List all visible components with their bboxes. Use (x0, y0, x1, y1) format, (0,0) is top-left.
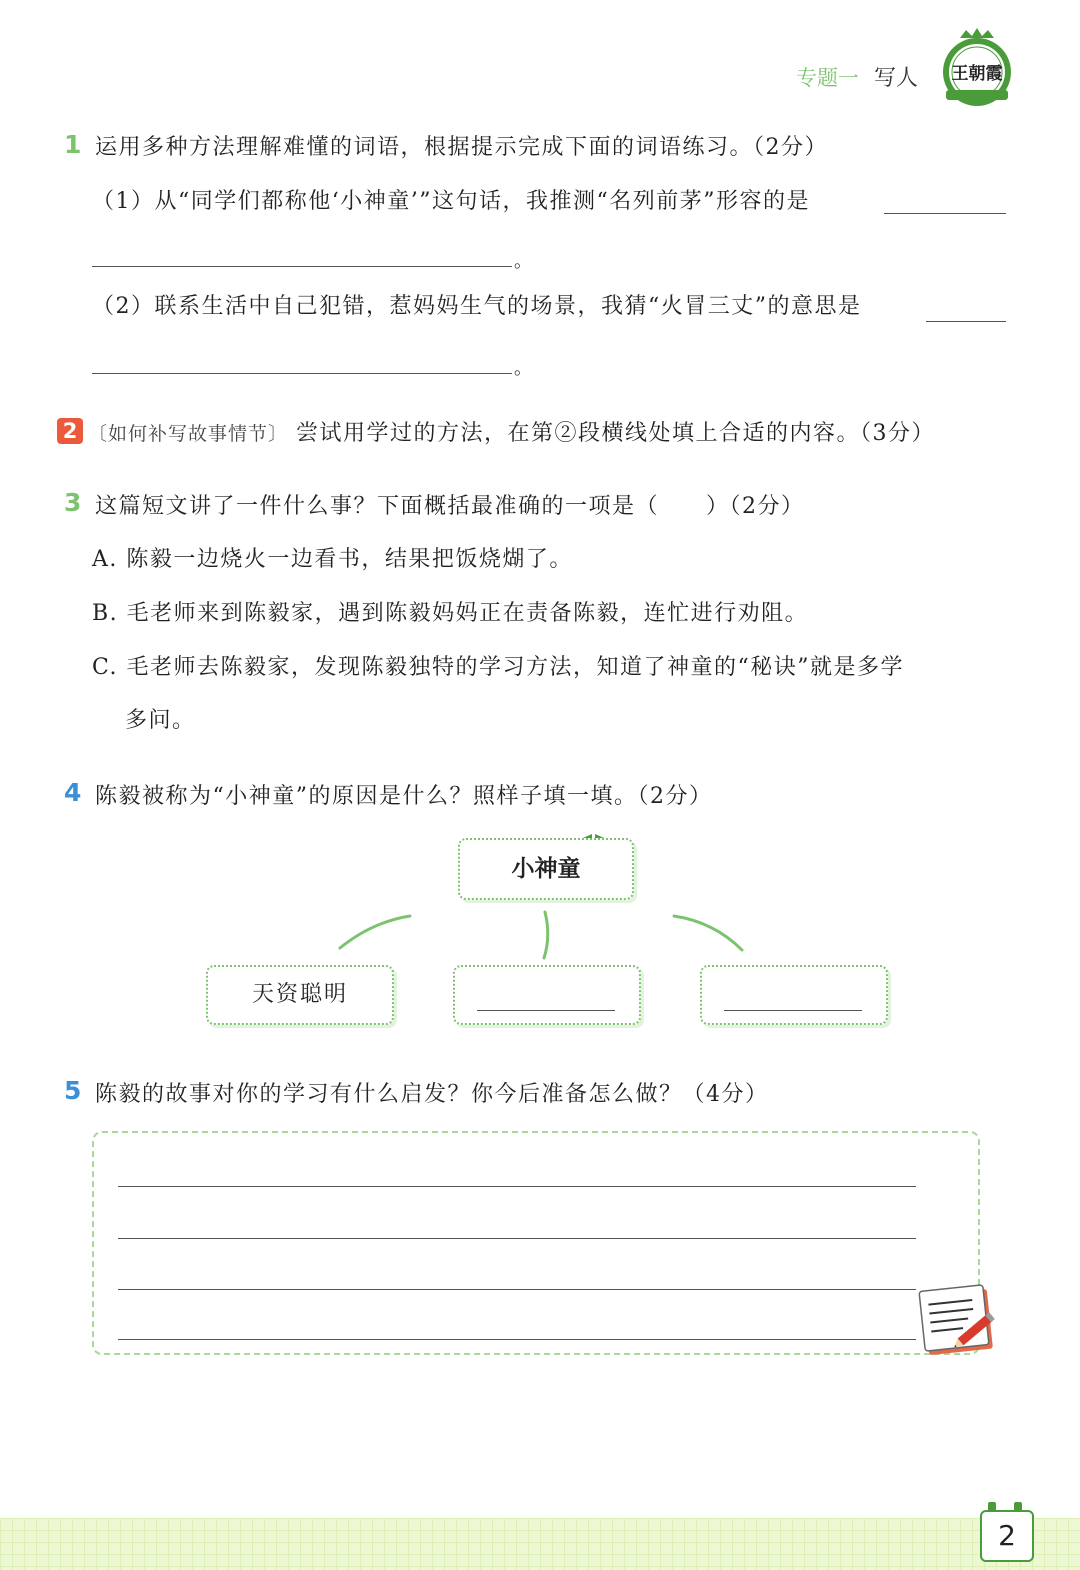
q5-text: 陈毅的故事对你的学习有什么启发？你今后准备怎么做？（4分） (95, 1082, 769, 1107)
mindmap-answer-2[interactable] (700, 965, 888, 1025)
mindmap-example: 天资聪明 (206, 965, 394, 1025)
page-number: 2 (980, 1510, 1034, 1562)
footer-band (0, 1518, 1080, 1570)
q2-tag: 〔如何补写故事情节〕 (88, 423, 289, 445)
q3-option-b[interactable]: B. 毛老师来到陈毅家，遇到陈毅妈妈正在责备陈毅，连忙进行劝阻。 (92, 601, 809, 626)
q3-option-a[interactable]: A. 陈毅一边烧火一边看书，结果把饭烧煳了。 (92, 547, 573, 572)
topic-label: 专题一 (796, 66, 859, 90)
q2-text: 尝试用学过的方法，在第②段横线处填上合适的内容。（3分） (296, 421, 935, 446)
q4-text: 陈毅被称为“小神童”的原因是什么？照样子填一填。（2分） (95, 784, 713, 809)
q5-line-1[interactable] (118, 1185, 916, 1187)
q5-line-3[interactable] (118, 1288, 916, 1290)
q2-number: 2 (57, 418, 83, 444)
q5-number: 5 (64, 1076, 82, 1105)
q1-part1: （1）从“同学们都称他‘小神童’”这句话，我推测“名列前茅”形容的是 (92, 189, 810, 214)
mindmap-answer-1[interactable] (453, 965, 641, 1025)
q1-part1-end: 。 (514, 251, 532, 272)
mindmap-center: 小神童 (458, 838, 634, 900)
q5-line-2[interactable] (118, 1237, 916, 1239)
q4-number: 4 (64, 778, 82, 807)
q3-option-c[interactable]: C. 毛老师去陈毅家，发现陈毅独特的学习方法，知道了神童的“秘诀”就是多学 (92, 655, 905, 680)
q5-answer-box[interactable] (92, 1131, 980, 1355)
q3-text: 这篇短文讲了一件什么事？下面概括最准确的一项是（ ）（2分） (95, 494, 805, 519)
logo-text: 王朝霞 (951, 64, 1003, 84)
q5-line-4[interactable] (118, 1338, 916, 1340)
q3-number: 3 (64, 488, 82, 517)
q1-text: 运用多种方法理解难懂的词语，根据提示完成下面的词语练习。（2分） (95, 135, 828, 160)
q1-part2: （2）联系生活中自己犯错，惹妈妈生气的场景，我猜“火冒三丈”的意思是 (92, 294, 862, 319)
q3-option-c-cont: 多问。 (125, 708, 196, 733)
q1-number: 1 (64, 130, 82, 159)
topic-subtitle: 写人 (874, 66, 919, 91)
notepad-pencil-icon (912, 1282, 1002, 1358)
q1-part2-end: 。 (514, 358, 532, 379)
